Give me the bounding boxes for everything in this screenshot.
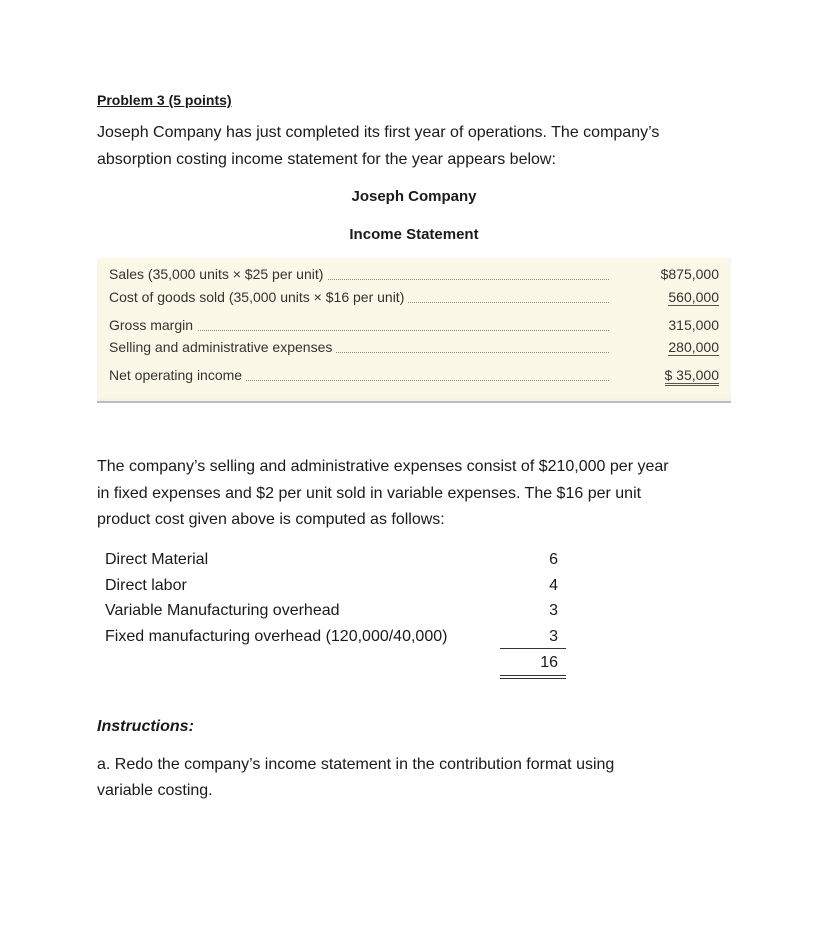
row-label: Cost of goods sold (35,000 units × $16 per unit) (109, 289, 408, 305)
statement-row-net-income (109, 367, 719, 387)
row-amount: $875,000 (660, 266, 719, 282)
cost-value: 4 (549, 577, 558, 594)
row-label: Net operating income (109, 367, 246, 383)
cost-total: 16 (540, 654, 558, 671)
cost-label: Fixed manufacturing overhead (120,000/40,000) (105, 628, 448, 645)
row-label: Gross margin (109, 317, 197, 333)
description-line: in fixed expenses and $2 per unit sold in variable expenses. The $16 per unit (97, 485, 642, 502)
statement-row-gross-margin (109, 317, 719, 337)
statement-row-sga (109, 339, 719, 359)
description-line: The company’s selling and administrative expenses consist of $210,000 per year (97, 458, 669, 475)
intro-line: absorption costing income statement for the year appears below: (97, 151, 556, 168)
description-line: product cost given above is computed as follows: (97, 511, 445, 528)
instruction-line: variable costing. (97, 782, 213, 799)
instructions-heading: Instructions: (97, 718, 194, 735)
statement-row-sales (109, 266, 719, 286)
cost-label: Direct labor (105, 577, 187, 594)
statement-title: Income Statement (349, 226, 479, 243)
row-amount: $ 35,000 (665, 367, 720, 386)
intro-line: Joseph Company has just completed its first year of operations. The company’s (97, 124, 660, 141)
cost-label: Direct Material (105, 551, 209, 568)
statement-row-cogs (109, 289, 719, 309)
cost-value: 6 (549, 551, 558, 568)
total-double-rule (500, 675, 566, 679)
problem-title: Problem 3 (5 points) (97, 92, 232, 108)
cost-label: Variable Manufacturing overhead (105, 602, 340, 619)
instruction-line: a. Redo the company’s income statement in the contribution format using (97, 756, 615, 773)
row-amount: 560,000 (668, 289, 719, 305)
row-amount: 315,000 (668, 317, 719, 333)
income-statement-table (97, 258, 731, 403)
company-name: Joseph Company (351, 188, 477, 205)
row-label: Selling and administrative expenses (109, 339, 336, 355)
row-amount: 280,000 (668, 339, 719, 355)
cost-value: 3 (549, 628, 558, 645)
row-label: Sales (35,000 units × $25 per unit) (109, 266, 327, 282)
cost-value: 3 (549, 602, 558, 619)
subtotal-rule (500, 648, 566, 649)
